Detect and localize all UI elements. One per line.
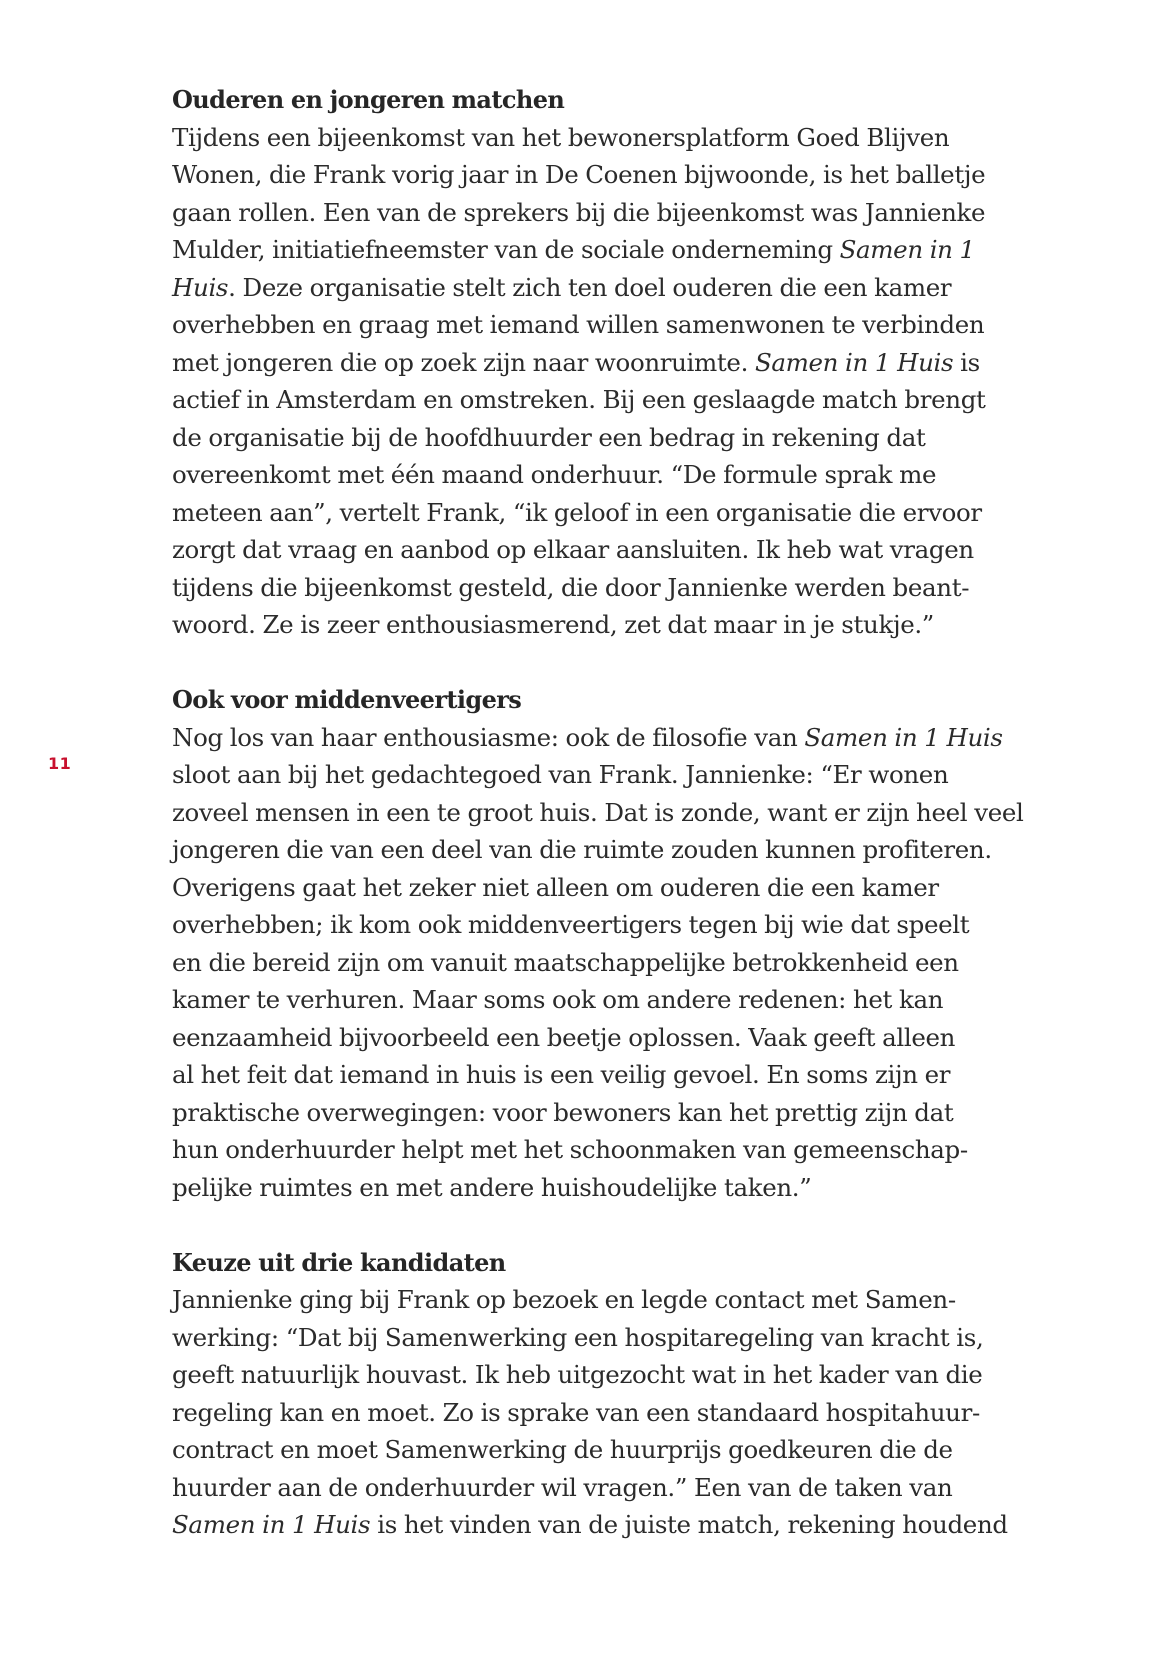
section-heading: Keuze uit drie kandidaten <box>172 1247 506 1277</box>
text-segment: kamer te verhuren. Maar soms ook om andere redenen: het kan <box>172 985 944 1014</box>
text-line <box>172 1019 1072 1057</box>
text-segment: is <box>953 347 980 377</box>
text-segment: Overigens gaat het zeker niet alleen om ouderen die een kamer <box>172 872 939 902</box>
text-line <box>172 531 1072 569</box>
text-line <box>172 381 1072 419</box>
italic-title: Samen in 1 Huis <box>804 722 1003 752</box>
text-segment: overhebben en graag met iemand willen samenwonen te verbinden <box>172 310 985 339</box>
text-segment: geeft natuurlijk houvast. Ik heb uitgezocht wat in het kader van die <box>172 1360 983 1389</box>
text-line <box>172 306 1072 344</box>
text-line <box>172 906 1072 944</box>
text-line <box>172 1431 1072 1469</box>
section-heading: Ouderen en jongeren matchen <box>172 85 565 114</box>
text-segment: zorgt dat vraag en aanbod op elkaar aansluiten. Ik heb wat vragen <box>172 535 974 564</box>
text-line <box>172 456 1072 494</box>
text-line <box>172 831 1072 869</box>
italic-title: Huis <box>172 272 229 302</box>
text-segment: praktische overwegingen: voor bewoners kan het prettig zijn dat <box>172 1097 954 1127</box>
text-segment: zoveel mensen in een te groot huis. Dat is zonde, want er zijn heel veel <box>172 797 1024 827</box>
text-line <box>172 981 1072 1019</box>
text-segment: Jannienke ging bij Frank op bezoek en legde contact met Samen- <box>172 1285 956 1314</box>
text-line <box>172 1056 1072 1094</box>
text-segment: tijdens die bijeenkomst gesteld, die door Jannienke werden beant- <box>172 572 970 602</box>
text-segment: sloot aan bij het gedachtegoed van Frank. Jannienke: “Er wonen <box>172 760 949 789</box>
text-segment: gaan rollen. Een van de sprekers bij die bijeenkomst was Jannienke <box>172 197 986 227</box>
text-segment: regeling kan en moet. Zo is sprake van een standaard hospitahuur- <box>172 1397 980 1427</box>
section-paragraph <box>172 719 1072 1207</box>
text-segment: met jongeren die op zoek zijn naar woonruimte. <box>172 347 755 377</box>
text-line <box>172 1394 1072 1432</box>
italic-title: Samen in 1 Huis <box>754 347 954 377</box>
text-segment: Wonen, die Frank vorig jaar in De Coenen bijwoonde, is het balletje <box>172 160 986 189</box>
section-paragraph <box>172 1281 1072 1544</box>
text-line <box>172 719 1072 757</box>
article-body <box>172 81 1072 1581</box>
text-line <box>172 1319 1072 1357</box>
text-line <box>172 344 1072 382</box>
text-line <box>172 606 1072 644</box>
text-segment: werking: “Dat bij Samenwerking een hospitaregeling van kracht is, <box>172 1322 984 1352</box>
text-line <box>172 1356 1072 1394</box>
text-line <box>172 756 1072 794</box>
text-segment: meteen aan”, vertelt Frank, “ik geloof in een organisatie die ervoor <box>172 497 982 527</box>
section-ook-voor-middenveertigers <box>172 681 1072 1206</box>
section-heading: Ook voor middenveertigers <box>172 685 522 714</box>
text-line <box>172 1131 1072 1169</box>
text-segment: is het vinden van de juiste match, rekening houdend <box>370 1510 1008 1539</box>
text-segment: eenzaamheid bijvoorbeeld een beetje oplossen. Vaak geeft alleen <box>172 1022 956 1052</box>
text-segment: hun onderhuurder helpt met het schoonmaken van gemeenschap- <box>172 1135 968 1164</box>
text-line <box>172 869 1072 907</box>
text-line <box>172 494 1072 532</box>
text-line <box>172 156 1072 194</box>
text-line <box>172 231 1072 269</box>
text-line <box>172 569 1072 607</box>
text-segment: overhebben; ik kom ook middenveertigers tegen bij wie dat speelt <box>172 910 970 939</box>
text-line <box>172 794 1072 832</box>
text-segment: huurder aan de onderhuurder wil vragen.” Een van de taken van <box>172 1472 953 1502</box>
text-segment: Nog los van haar enthousiasme: ook de filosofie van <box>172 722 805 752</box>
text-segment: en die bereid zijn om vanuit maatschappelijke betrokkenheid een <box>172 947 959 977</box>
text-segment: Mulder, initiatiefneemster van de sociale onderneming <box>172 235 840 264</box>
text-line <box>172 194 1072 232</box>
text-segment: de organisatie bij de hoofdhuurder een bedrag in rekening dat <box>172 422 926 452</box>
text-segment: . Deze organisatie stelt zich ten doel ouderen die een kamer <box>228 272 952 302</box>
text-segment: overeenkomt met één maand onderhuur. “De formule sprak me <box>172 460 937 489</box>
text-segment: pelijke ruimtes en met andere huishoudelijke taken.” <box>172 1172 812 1202</box>
text-line <box>172 269 1072 307</box>
text-line <box>172 1094 1072 1132</box>
text-segment: contract en moet Samenwerking de huurprijs goedkeuren die de <box>172 1435 953 1464</box>
text-segment: actief in Amsterdam en omstreken. Bij een geslaagde match brengt <box>172 385 986 414</box>
page-number: 11 <box>48 754 72 773</box>
text-line <box>172 1469 1072 1507</box>
italic-title: Samen in 1 <box>839 235 975 264</box>
text-line <box>172 1506 1072 1544</box>
text-segment: jongeren die van een deel van die ruimte zouden kunnen profiteren. <box>172 835 992 864</box>
text-segment: al het feit dat iemand in huis is een veilig gevoel. En soms zijn er <box>172 1060 951 1089</box>
italic-title: Samen in 1 Huis <box>172 1510 371 1539</box>
text-line <box>172 944 1072 982</box>
text-segment: Tijdens een bijeenkomst van het bewonersplatform Goed Blijven <box>172 122 950 152</box>
text-line <box>172 419 1072 457</box>
section-keuze-uit-drie-kandidaten <box>172 1244 1072 1544</box>
section-paragraph <box>172 119 1072 644</box>
text-line <box>172 1169 1072 1207</box>
section-ouderen-en-jongeren-matchen <box>172 81 1072 644</box>
text-line <box>172 1281 1072 1319</box>
text-line <box>172 119 1072 157</box>
text-segment: woord. Ze is zeer enthousiasmerend, zet dat maar in je stukje.” <box>172 610 934 639</box>
